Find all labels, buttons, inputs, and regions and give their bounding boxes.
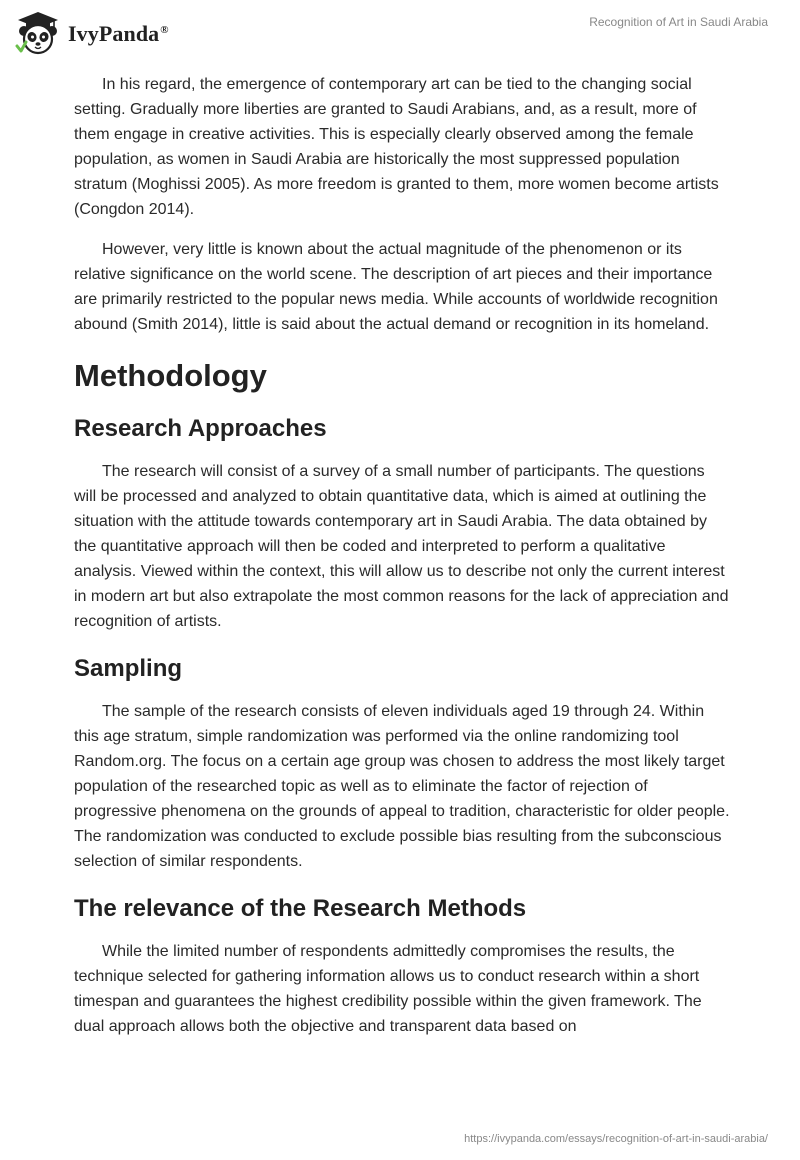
brand-logo[interactable] <box>14 10 169 56</box>
methodology-heading: Methodology <box>74 358 267 393</box>
research-approaches-heading: Research Approaches <box>74 415 327 442</box>
panda-graduate-icon <box>14 10 62 56</box>
document-title: Recognition of Art in Saudi Arabia <box>589 15 768 29</box>
sampling-heading: Sampling <box>74 655 183 682</box>
intro-paragraph-2: However, very little is known about the actual magnitude of the phenomenon or its relative significance on the world scene. The description of art pieces and their importance are primarily restricted to the popular news media. While accounts of worldwide recognition abound (Smith 2014), little is said about the actual demand or recognition in its homeland. <box>74 241 718 333</box>
research-approaches-paragraph: The research will consist of a survey of a small number of participants. The questions will be processed and analyzed to obtain quantitative data, which is aimed at outlining the situation with the attitude towards contemporary art in Saudi Arabia. The data obtained by the quantitative approach will then be coded and interpreted to perform a qualitative analysis. Viewed within the context, this will allow us to describe not only the current interest in modern art but also extrapolate the most common reasons for the lack of appreciation and recognition of artists. <box>74 463 729 630</box>
sampling-paragraph: The sample of the research consists of eleven individuals aged 19 through 24. Within this age stratum, simple randomization was performed via the online randomizing tool Random.org. The focus on a certain age group was chosen to address the most likely target population of the researched topic as well as to eliminate the factor of rejection of progressive phenomena on the grounds of appeal to tradition, characteristic for older people. The randomization was conducted to exclude possible bias resulting from the subconscious selection of similar respondents. <box>74 703 730 870</box>
relevance-paragraph: While the limited number of respondents admittedly compromises the results, the technique selected for gathering information allows us to conduct research within a short timespan and guarantees the highest credibility possible within the given framework. The dual approach allows both the objective and transparent data based on <box>74 943 702 1035</box>
brand-name: IvyPanda® <box>68 21 169 46</box>
source-url[interactable]: https://ivypanda.com/essays/recognition-of-art-in-saudi-arabia/ <box>464 1133 768 1145</box>
relevance-heading: The relevance of the Research Methods <box>74 895 527 922</box>
page-header <box>0 0 800 70</box>
intro-paragraph-1: In his regard, the emergence of contemporary art can be tied to the changing social setting. Gradually more liberties are granted to Saudi Arabians, and, as a result, more of them engage in creative activities. This is especially clearly observed among the female population, as women in Saudi Arabia are historically the most suppressed population stratum (Moghissi 2005). As more freedom is granted to them, more women become artists (Congdon 2014). <box>74 76 719 218</box>
essay-body <box>74 72 730 1054</box>
